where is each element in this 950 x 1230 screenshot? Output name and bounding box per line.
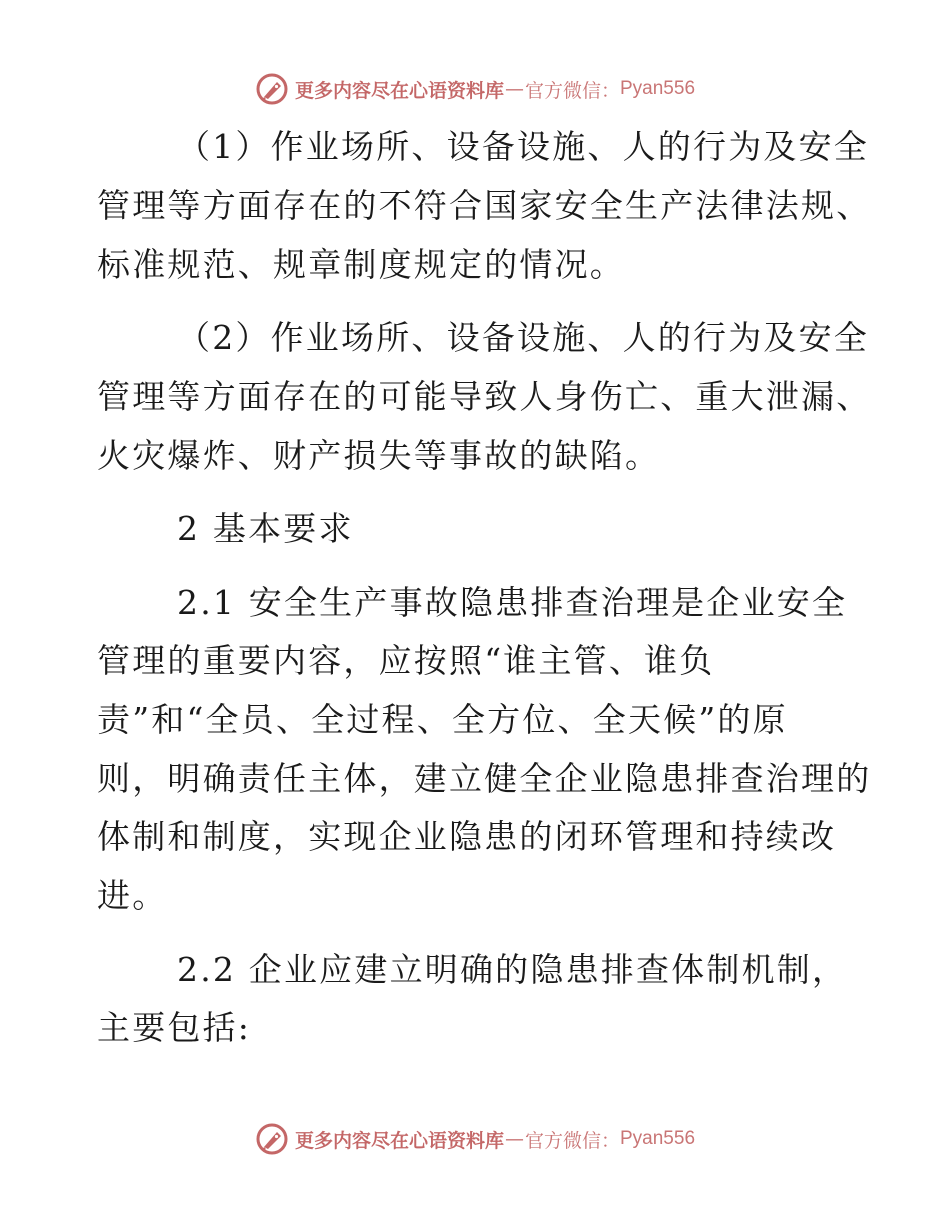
- watermark-main-text: 更多内容尽在心语资料库: [294, 79, 504, 102]
- paragraph-3-line-5: 体制和制度，实现企业隐患的闭环管理和持续改: [97, 817, 837, 856]
- watermark-sub-text: 官方微信：: [524, 79, 620, 102]
- paragraph-1-line-3: 标准规范、规章制度规定的情况。: [97, 245, 625, 284]
- paragraph-4-line-1: 2.2 企业应建立明确的隐患排查体制机制，: [177, 950, 848, 989]
- paragraph-3-line-1: 2.1 安全生产事故隐患排查治理是企业安全: [177, 583, 848, 622]
- watermark-wechat-id: Pyan556: [620, 1128, 696, 1149]
- pen-nib-logo-icon: [255, 72, 289, 106]
- paragraph-3-line-2: 管理的重要内容，应按照“谁主管、谁负: [97, 641, 715, 680]
- section-heading: 2 基本要求: [177, 509, 354, 548]
- watermark-main-text: 更多内容尽在心语资料库: [294, 1129, 504, 1152]
- paragraph-1-line-1: （1）作业场所、设备设施、人的行为及安全: [177, 127, 869, 166]
- watermark-separator: —: [504, 1128, 524, 1150]
- paragraph-3-line-6: 进。: [97, 876, 168, 915]
- footer-watermark: [0, 1119, 950, 1159]
- paragraph-1-line-2: 管理等方面存在的不符合国家安全生产法律法规、: [97, 186, 872, 225]
- watermark-separator: —: [504, 78, 524, 100]
- paragraph-3-line-4: 则，明确责任主体，建立健全企业隐患排查治理的: [97, 759, 872, 798]
- paragraph-2-line-3: 火灾爆炸、财产损失等事故的缺陷。: [97, 436, 661, 475]
- watermark-sub-text: 官方微信：: [524, 1129, 620, 1152]
- paragraph-4-line-2: 主要包括:: [97, 1008, 252, 1047]
- paragraph-3-line-3: 责”和“全员、全过程、全方位、全天候”的原: [97, 700, 788, 739]
- watermark-wechat-id: Pyan556: [620, 78, 696, 99]
- paragraph-2-line-2: 管理等方面存在的可能导致人身伤亡、重大泄漏、: [97, 377, 872, 416]
- paragraph-2-line-1: （2）作业场所、设备设施、人的行为及安全: [177, 318, 869, 357]
- pen-nib-logo-icon: [255, 1122, 289, 1156]
- header-watermark: [0, 69, 950, 109]
